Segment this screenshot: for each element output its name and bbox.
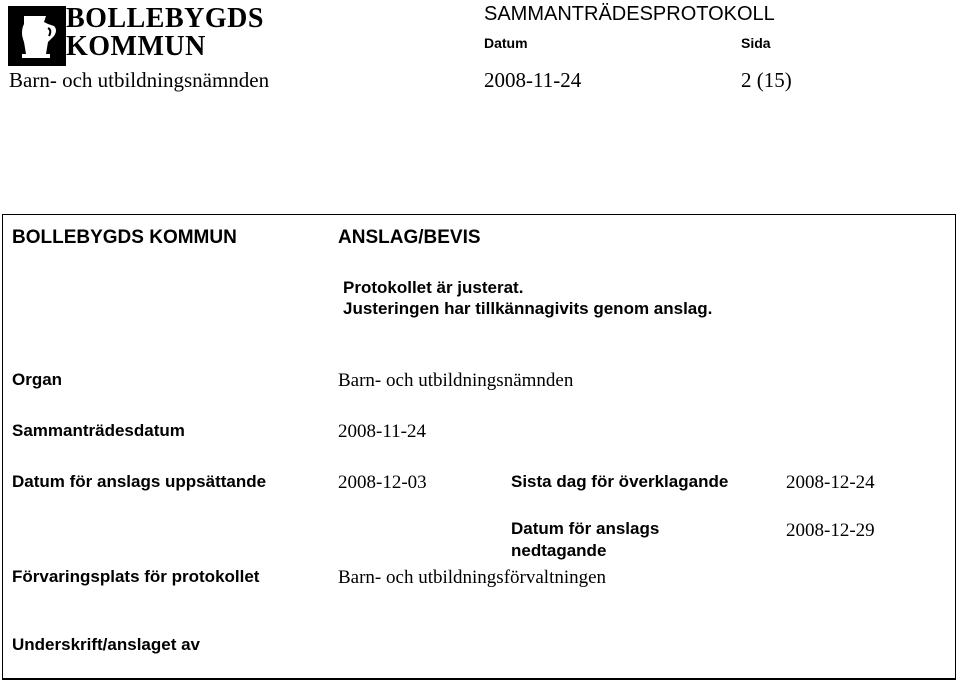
storage-value: Barn- och utbildningsförvaltningen [338,567,607,588]
page-label: Sida [741,35,771,51]
storage-label: Förvaringsplats för protokollet [12,567,260,586]
anslag-heading: ANSLAG/BEVIS [338,227,481,248]
statement-line1: Protokollet är justerat. [343,278,524,297]
appeal-deadline-value: 2008-12-24 [786,472,875,493]
logo-text-line1: BOLLEBYGDS [66,3,264,34]
municipality-name: BOLLEBYGDS KOMMUN [12,227,237,248]
removal-date-label-line2: nedtagande [511,541,607,560]
date-label: Datum [484,35,528,51]
jug-icon [8,6,66,66]
protocol-title: SAMMANTRÄDESPROTOKOLL [484,3,775,25]
appeal-deadline-label: Sista dag för överklagande [511,472,729,491]
signature-label: Underskrift/anslaget av [12,635,201,654]
logo-text-line2: KOMMUN [66,31,206,62]
posting-date-value: 2008-12-03 [338,472,427,493]
meeting-date-label: Sammanträdesdatum [12,421,185,440]
page-number: 2 (15) [741,68,792,92]
body-name: Barn- och utbildningsnämnden [9,68,270,92]
organ-value: Barn- och utbildningsnämnden [338,370,574,391]
organ-label: Organ [12,370,63,389]
posting-date-label: Datum för anslags uppsättande [12,472,267,491]
removal-date-value: 2008-12-29 [786,520,875,541]
removal-date-label-line1: Datum för anslags [511,519,660,538]
meeting-date-value: 2008-11-24 [338,421,426,442]
header-date: 2008-11-24 [484,68,582,92]
statement-line2: Justeringen har tillkännagivits genom anslag. [343,299,713,318]
